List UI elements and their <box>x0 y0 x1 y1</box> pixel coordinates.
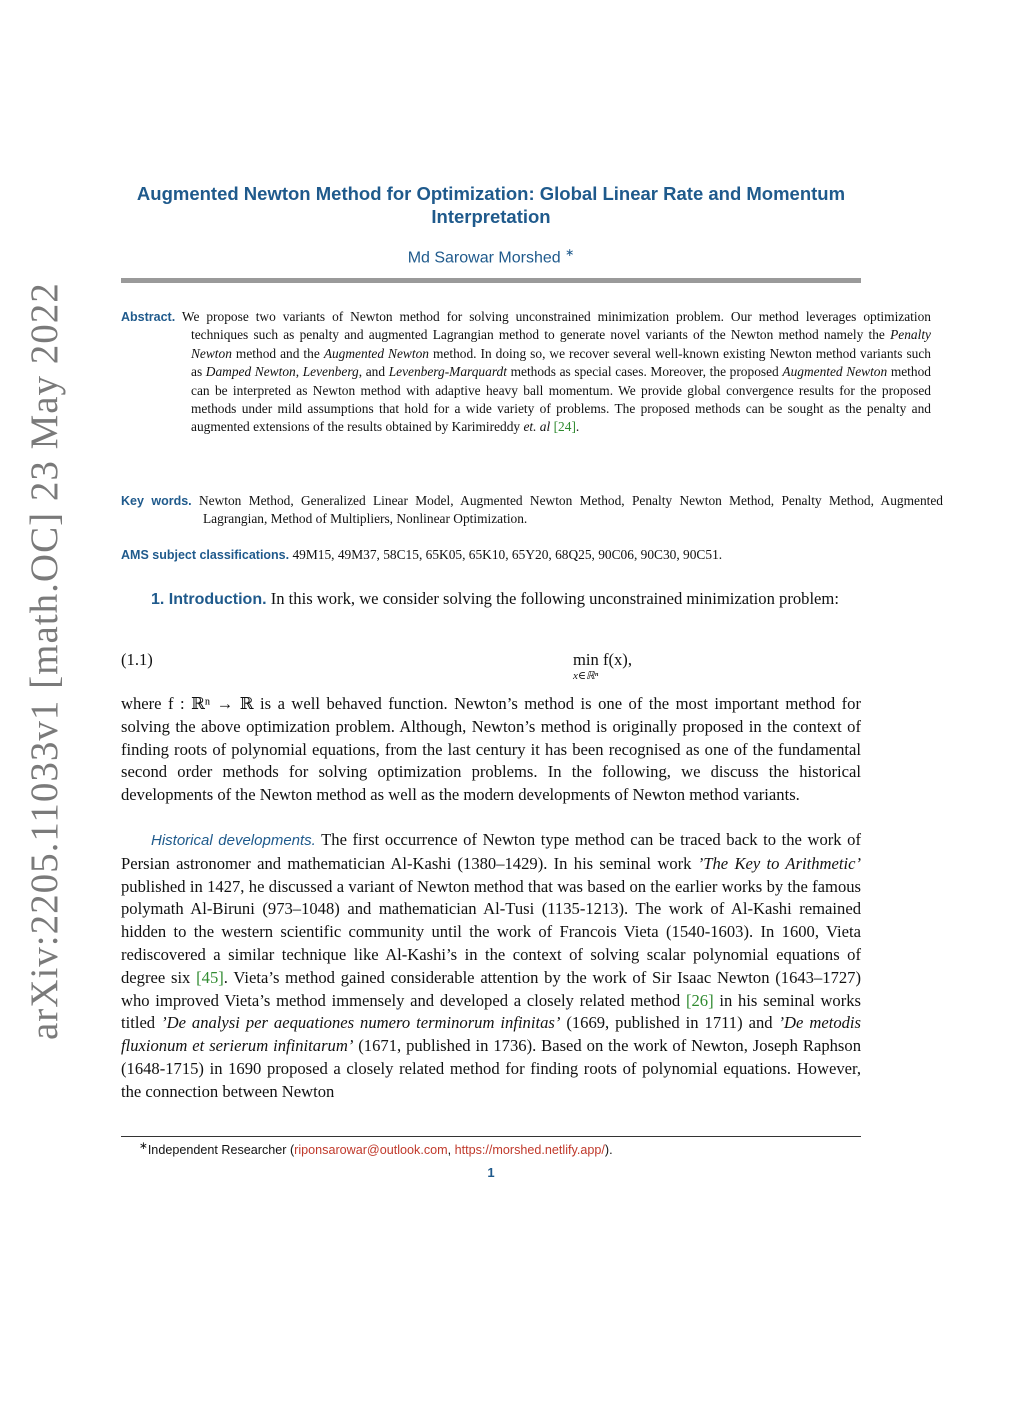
abstract-emphasis: Levenberg-Marquardt <box>388 364 507 380</box>
paper-title: Augmented Newton Method for Optimization: Global Linear Rate and Momentum Interpretation <box>136 183 846 227</box>
history-text: . Vieta’s method gained considerable attention by the work of Sir Isaac Newton (1643–1727) who improved Vieta’s method immensely and developed a closely related method <box>121 967 861 1010</box>
footnote-mark: ∗ <box>139 1140 148 1152</box>
abstract-text: methods as special cases. Moreover, the proposed <box>506 364 783 380</box>
paragraph-history <box>121 829 861 1104</box>
abstract-text: . <box>575 419 580 435</box>
intro-paragraph <box>121 588 861 612</box>
abstract-text: We propose two variants of Newton method for solving unconstrained minimization problem. Our method leverages optimization techniques such as penalty and augmented Lagrangian method to generate novel variants of the Newton method namely the <box>181 309 932 343</box>
abstract-emphasis: Levenberg <box>302 364 359 380</box>
arxiv-sidebar-id: arXiv:2205.11033v1 [math.OC] 23 May 2022 <box>23 282 66 1040</box>
ams-label: AMS subject classifications. <box>121 548 290 562</box>
email-link[interactable]: riponsarowar@outlook.com <box>294 1143 448 1158</box>
abstract-text: , and <box>358 364 389 380</box>
history-text: published in 1427, he discussed a variant of Newton method that was based on the earlier works by the famous polymath Al-Biruni (973–1048) and mathematician Al-Tusi (1135-1213). The work of Al-Kashi remained hidden to the western scientific community until the work of Francois Vieta (1540-1603). In 1600, Vieta rediscovered a similar technique like Al-Kashi’s in the context of solving scalar polynomial equations of degree six <box>121 876 861 987</box>
work-title: ’De analysi per aequationes numero terminorum infinitas’ <box>161 1013 561 1033</box>
equation-1-1 <box>121 650 861 684</box>
footnote-text: ). <box>604 1143 613 1158</box>
abstract-text: method can be interpreted as Newton method with adaptive heavy ball momentum. We provide global convergence results for the proposed methods under mild assumptions that hold for a wide variety of problems. The proposed methods can be sought as the penalty and augmented extensions of the results obtained by Karimireddy <box>191 364 931 435</box>
abstract-text: method. In doing so, we recover several well-known existing Newton method variants such as <box>191 345 931 380</box>
history-text: The first occurrence of Newton type method can be traced back to the work of Persian astronomer and mathematician Al-Kashi (1380–1429). In his seminal work <box>121 830 861 873</box>
paragraph-newton <box>121 693 861 807</box>
author-line <box>121 246 861 267</box>
ams-classifications <box>121 546 861 564</box>
history-text: (1671, published in 1736). Based on the work of Newton, Joseph Raphson (1648-1715) in 1690 proposed a closely related method for finding roots of polynomial equations. However, the connection between Newton <box>121 1036 861 1101</box>
page-number: 1 <box>487 1165 495 1180</box>
abstract <box>121 308 931 437</box>
intro-text: In this work, we consider solving the following unconstrained minimization problem: <box>270 589 839 608</box>
abstract-emphasis: Augmented Newton <box>323 345 429 361</box>
footnote-text: Independent Researcher ( <box>147 1143 295 1158</box>
title-rule <box>121 278 861 283</box>
history-text: in his seminal works titled <box>121 990 862 1033</box>
history-text: (1669, published in 1711) and <box>560 1013 779 1033</box>
equation-expression: min f(x), <box>573 650 632 669</box>
footnote-rule <box>121 1136 861 1137</box>
website-link[interactable]: https://morshed.netlify.app/ <box>454 1143 605 1158</box>
keywords-label: Key words. <box>121 494 192 508</box>
ams-text: 49M15, 49M37, 58C15, 65K05, 65K10, 65Y20, 68Q25, 90C06, 90C30, 90C51. <box>292 547 723 562</box>
paragraph-text: where f : ℝⁿ → ℝ is a well behaved function. Newton’s method is one of the most important method for solving the above optimization problem. Although, Newton’s method is originally proposed in the context of finding roots of polynomial equations, from the last century it has been recognised as one of the fundamental second order methods for solving optimization problems. In the following, we discuss the historical developments of the Newton method as well as the modern developments of Newton method variants. <box>121 694 861 805</box>
keywords <box>121 492 943 529</box>
citation-link[interactable]: [26] <box>685 990 714 1010</box>
citation-link[interactable]: [45] <box>196 967 224 987</box>
citation-link[interactable]: [24] <box>553 419 576 435</box>
work-title: ’De metodis fluxionum et serierum infinitarum’ <box>121 1013 861 1056</box>
section-heading: 1. Introduction. <box>151 591 267 608</box>
history-label: Historical developments. <box>151 832 316 849</box>
footnote <box>121 1140 879 1157</box>
equation-subscript: x∈ℝⁿ <box>573 670 599 682</box>
abstract-text: , <box>295 364 303 380</box>
equation-number: (1.1) <box>121 650 153 669</box>
author-name: Md Sarowar Morshed <box>407 249 561 267</box>
footnote-text: , <box>447 1143 455 1158</box>
abstract-label: Abstract. <box>121 310 176 324</box>
work-title: ’The Key to Arithmetic’ <box>697 853 861 873</box>
author-footnote-mark[interactable]: ∗ <box>565 247 575 259</box>
abstract-text: method and the <box>231 345 324 361</box>
abstract-emphasis: et. al <box>523 419 551 435</box>
abstract-emphasis: Penalty Newton <box>191 327 931 361</box>
keywords-text: Newton Method, Generalized Linear Model, Augmented Newton Method, Penalty Newton Method, Penalty Method, Augmented Lagrangian, Method of Multipliers, Nonlinear Optimization. <box>198 493 943 527</box>
abstract-emphasis: Damped Newton <box>205 364 296 380</box>
abstract-emphasis: Augmented Newton <box>782 364 888 380</box>
